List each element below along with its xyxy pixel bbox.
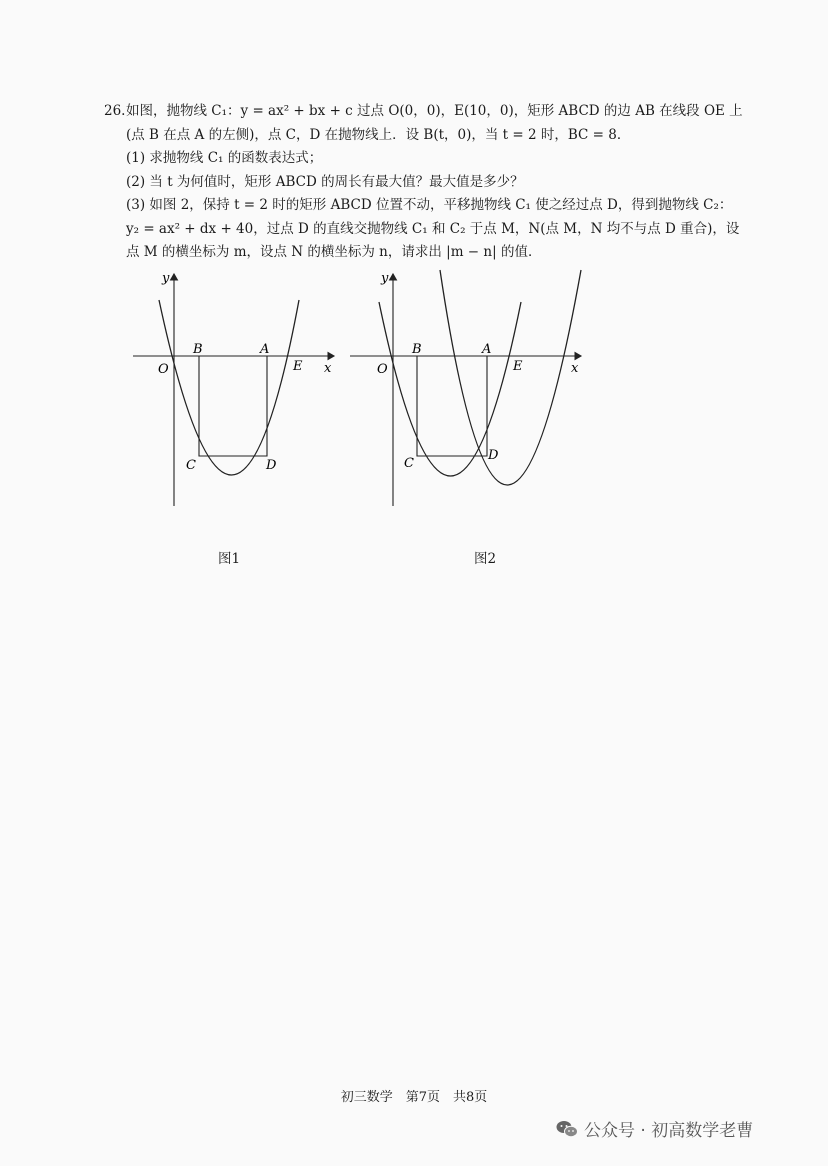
label-d: D — [266, 458, 277, 473]
question-3-line-3: 点 M 的横坐标为 m，设点 N 的横坐标为 n，请求出 |m − n| 的值． — [126, 244, 542, 260]
figure-1 — [128, 262, 343, 517]
label-a: A — [482, 342, 492, 357]
figure-2-diagram — [345, 262, 590, 517]
question-3-line-2: y₂ = ax² + dx + 40，过点 D 的直线交抛物线 C₁ 和 C₂ 于点 M，N(点 M，N 均不与点 D 重合)，设 — [126, 220, 740, 237]
problem-26 — [104, 100, 744, 265]
question-3: (3) 如图 2，保持 t = 2 时的矩形 ABCD 位置不动，平移抛物线 C₁ 使之经过点 D，得到抛物线 C₂： — [126, 197, 733, 213]
label-o: O — [158, 362, 169, 377]
label-y: y — [162, 271, 170, 286]
label-b: B — [412, 342, 422, 357]
label-d: D — [488, 448, 499, 463]
label-x: x — [324, 361, 332, 376]
rectangle-abcd — [199, 356, 267, 456]
label-x: x — [571, 361, 579, 376]
watermark — [556, 1116, 753, 1141]
label-e: E — [513, 359, 523, 374]
label-y: y — [381, 271, 389, 286]
label-b: B — [193, 342, 203, 357]
figure-1-diagram — [128, 262, 343, 517]
problem-line-2: (点 B 在点 A 的左侧)，点 C，D 在抛物线上．设 B(t，0)，当 t = 2 时，BC = 8． — [126, 126, 631, 143]
label-a: A — [260, 342, 270, 357]
figure-2-caption: 图2 — [474, 551, 497, 567]
figure-2 — [345, 262, 590, 517]
problem-line-1: 26.如图，抛物线 C₁：y = ax² + bx + c 过点 O(0，0)，E(10，0)，矩形 ABCD 的边 AB 在线段 OE 上 — [104, 100, 744, 124]
question-1: (1) 求抛物线 C₁ 的函数表达式； — [126, 150, 323, 166]
label-e: E — [293, 359, 303, 374]
parabola-c2 — [440, 270, 581, 485]
figure-1-caption: 图1 — [218, 551, 241, 567]
label-c: C — [404, 456, 414, 471]
label-c: C — [186, 458, 196, 473]
wechat-icon — [556, 1120, 578, 1138]
label-o: O — [377, 362, 388, 377]
parabola-c1 — [159, 300, 299, 475]
watermark-text: 公众号 · 初高数学老曹 — [584, 1121, 754, 1141]
problem-number: 26. — [104, 103, 126, 119]
page-footer: 初三数学 第7页 共8页 — [340, 1090, 488, 1105]
question-2: (2) 当 t 为何值时，矩形 ABCD 的周长有最大值？最大值是多少？ — [126, 173, 524, 190]
